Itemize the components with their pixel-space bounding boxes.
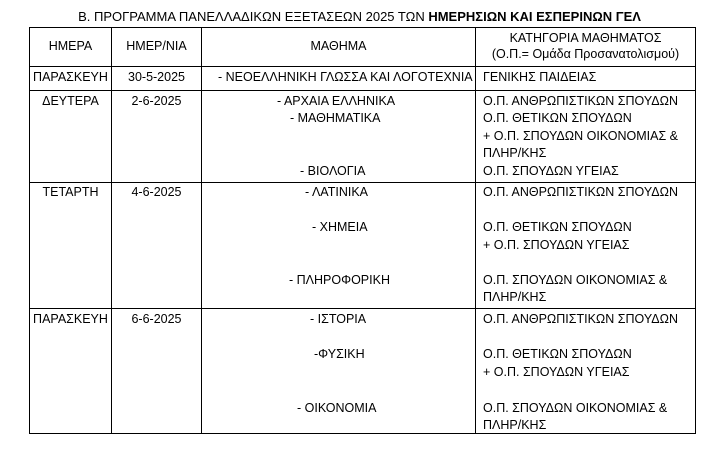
row-day: ΠΑΡΑΣΚΕΥΗ — [33, 312, 108, 326]
header-category: ΚΑΤΗΓΟΡΙΑ ΜΑΘΗΜΑΤΟΣ — [509, 31, 662, 45]
column-separator — [201, 27, 202, 434]
category-item: ΠΛΗΡ/ΚΗΣ — [483, 146, 547, 160]
category-item: Ο.Π. ΑΝΘΡΩΠΙΣΤΙΚΩΝ ΣΠΟΥΔΩΝ — [483, 312, 678, 326]
table-border-bottom — [29, 433, 696, 434]
exam-schedule-table — [29, 27, 695, 433]
category-item: Ο.Π. ΑΝΘΡΩΠΙΣΤΙΚΩΝ ΣΠΟΥΔΩΝ — [483, 185, 678, 199]
row-day: ΔΕΥΤΕΡΑ — [42, 94, 99, 108]
title-prefix: Β. ΠΡΟΓΡΑΜΜΑ ΠΑΝΕΛΛΑΔΙΚΩΝ ΕΞΕΤΑΣΕΩΝ 2025 ΤΩΝ — [78, 9, 429, 24]
table-border-left — [29, 27, 30, 434]
row-date: 2-6-2025 — [131, 94, 182, 108]
column-separator — [475, 27, 476, 434]
title-emphasis: ΗΜΕΡΗΣΙΩΝ ΚΑΙ ΕΣΠΕΡΙΝΩΝ ΓΕΛ — [428, 9, 641, 24]
category-item: ΓΕΝΙΚΗΣ ΠΑΙΔΕΙΑΣ — [483, 70, 597, 84]
row-date: 30-5-2025 — [128, 70, 185, 84]
category-item: Ο.Π. ΘΕΤΙΚΩΝ ΣΠΟΥΔΩΝ — [483, 347, 632, 361]
subject-item: - ΑΡΧΑΙΑ ΕΛΛΗΝΙΚΑ — [277, 94, 396, 108]
header-category-note: (Ο.Π.= Ομάδα Προσανατολισμού) — [491, 47, 680, 61]
subject-item: - ΙΣΤΟΡΙΑ — [310, 312, 367, 326]
row-day: ΤΕΤΑΡΤΗ — [42, 185, 99, 199]
subject-item: - ΒΙΟΛΟΓΙΑ — [300, 164, 366, 178]
row-date: 4-6-2025 — [131, 185, 182, 199]
row-date: 6-6-2025 — [131, 312, 182, 326]
header-subject: ΜΑΘΗΜΑ — [310, 39, 367, 53]
category-item: Ο.Π. ΣΠΟΥΔΩΝ ΟΙΚΟΝΟΜΙΑΣ & — [483, 273, 668, 287]
category-item: + Ο.Π. ΣΠΟΥΔΩΝ ΥΓΕΙΑΣ — [483, 365, 630, 379]
subject-item: - ΝΕΟΕΛΛΗΝΙΚΗ ΓΛΩΣΣΑ ΚΑΙ ΛΟΓΟΤΕΧΝΙΑ — [218, 70, 473, 84]
header-day: ΗΜΕΡΑ — [48, 39, 93, 53]
category-item: ΠΛΗΡ/ΚΗΣ — [483, 290, 547, 304]
page-title — [0, 9, 719, 24]
category-item: ΠΛΗΡ/ΚΗΣ — [483, 418, 547, 432]
row-day: ΠΑΡΑΣΚΕΥΗ — [33, 70, 108, 84]
category-item: + Ο.Π. ΣΠΟΥΔΩΝ ΥΓΕΙΑΣ — [483, 238, 630, 252]
subject-item: - ΛΑΤΙΝΙΚΑ — [305, 185, 368, 199]
row-separator — [29, 90, 696, 91]
row-separator — [29, 182, 696, 183]
header-separator — [29, 66, 696, 67]
subject-item: - ΠΛΗΡΟΦΟΡΙΚΗ — [289, 273, 390, 287]
category-item: Ο.Π. ΑΝΘΡΩΠΙΣΤΙΚΩΝ ΣΠΟΥΔΩΝ — [483, 94, 678, 108]
column-separator — [111, 27, 112, 434]
category-item: Ο.Π. ΣΠΟΥΔΩΝ ΥΓΕΙΑΣ — [483, 164, 619, 178]
subject-item: - ΜΑΘΗΜΑΤΙΚΑ — [290, 111, 381, 125]
subject-item: - ΟΙΚΟΝΟΜΙΑ — [297, 401, 377, 415]
row-separator — [29, 308, 696, 309]
subject-item: -ΦΥΣΙΚΗ — [314, 347, 365, 361]
header-date: ΗΜΕΡ/ΝΙΑ — [126, 39, 187, 53]
category-item: Ο.Π. ΘΕΤΙΚΩΝ ΣΠΟΥΔΩΝ — [483, 220, 632, 234]
category-item: + Ο.Π. ΣΠΟΥΔΩΝ ΟΙΚΟΝΟΜΙΑΣ & — [483, 129, 679, 143]
table-border-right — [695, 27, 696, 434]
subject-item: - ΧΗΜΕΙΑ — [312, 220, 368, 234]
category-item: Ο.Π. ΣΠΟΥΔΩΝ ΟΙΚΟΝΟΜΙΑΣ & — [483, 401, 668, 415]
category-item: Ο.Π. ΘΕΤΙΚΩΝ ΣΠΟΥΔΩΝ — [483, 111, 632, 125]
table-border-top — [29, 27, 696, 28]
